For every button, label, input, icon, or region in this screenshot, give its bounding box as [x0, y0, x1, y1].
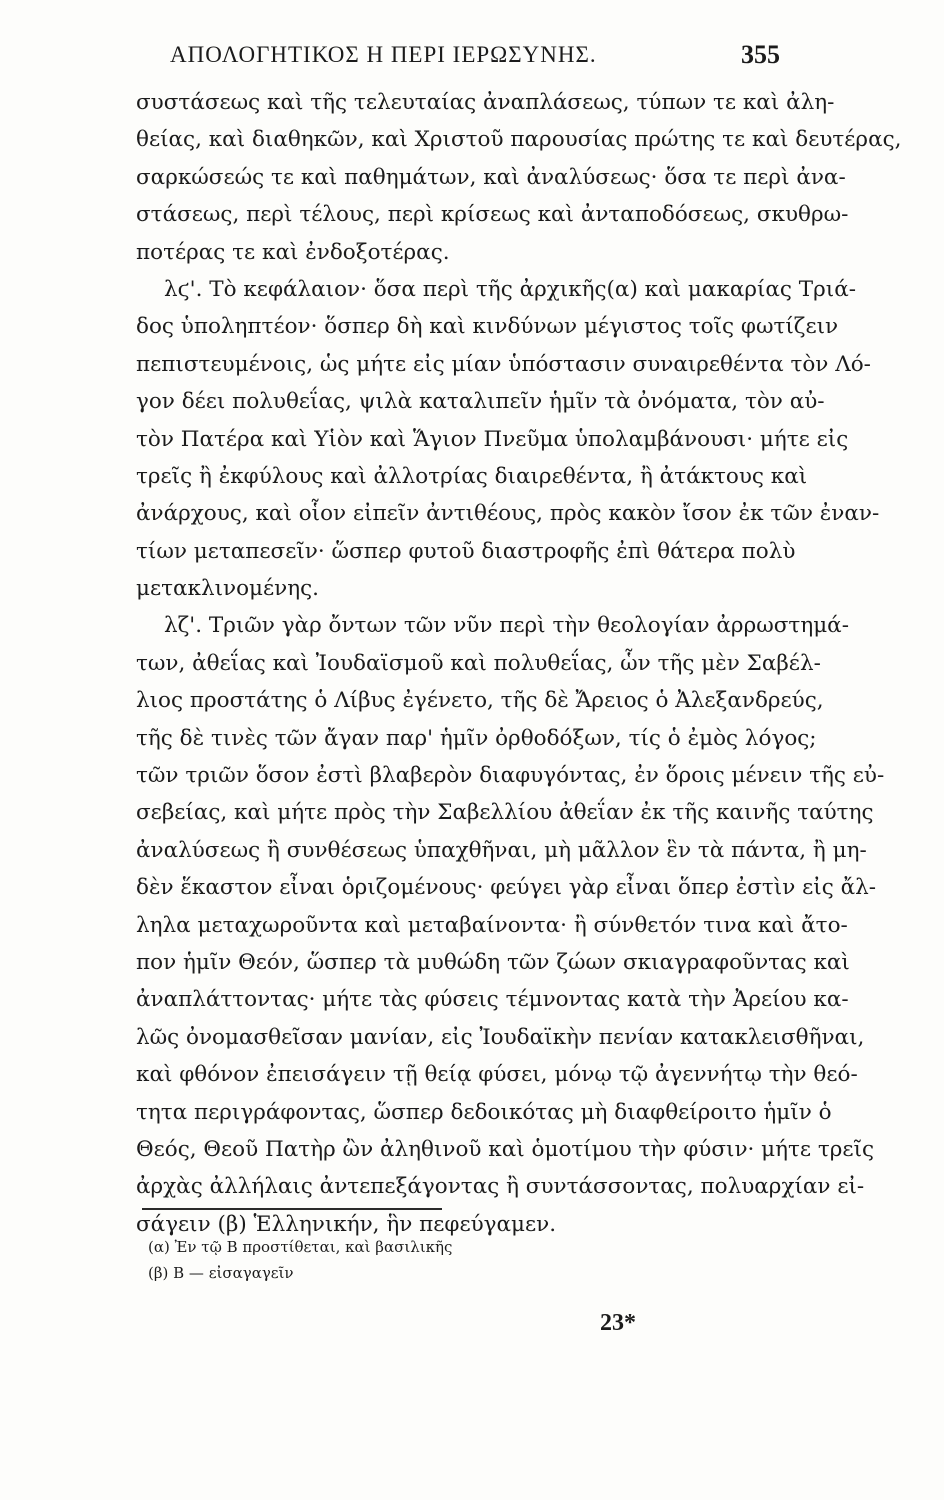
text-line: τῶν τριῶν ὅσον ἐστὶ βλαβερὸν διαφυγόντας, ἐν ὅροις μένειν τῆς εὐ- — [136, 763, 885, 789]
text-line: σεβείας, καὶ μήτε πρὸς τὴν Σαβελλίου ἀθεΐαν ἐκ τῆς καινῆς ταύτης — [136, 800, 874, 826]
text-line: ἀναλύσεως ἢ συνθέσεως ὑπαχθῆναι, μὴ μᾶλλον ἓν τὰ πάντα, ἢ μη- — [136, 837, 867, 863]
footnotes — [148, 1234, 568, 1286]
text-line: γον δέει πολυθεΐας, ψιλὰ καταλιπεῖν ἡμῖν τὰ ὀνόματα, τὸν αὐ- — [136, 389, 825, 415]
page-header — [150, 42, 780, 82]
signature-mark: 23* — [600, 1310, 636, 1336]
text-line: Θεός, Θεοῦ Πατὴρ ὢν ἀληθινοῦ καὶ ὁμοτίμου τὴν φύσιν· μήτε τρεῖς — [136, 1136, 875, 1162]
footnote-rule — [142, 1208, 442, 1210]
text-line: καὶ φθόνον ἐπεισάγειν τῇ θείᾳ φύσει, μόνῳ τῷ ἀγεννήτῳ τὴν θεό- — [136, 1062, 858, 1088]
text-line: τίων μεταπεσεῖν· ὥσπερ φυτοῦ διαστροφῆς ἐπὶ θάτερα πολὺ — [136, 538, 796, 564]
text-line: σαρκώσεώς τε καὶ παθημάτων, καὶ ἀναλύσεως· ὅσα τε περὶ ἀνα- — [136, 164, 846, 190]
running-title: ΑΠΟΛΟΓΗΤΙΚΟΣ Η ΠΕΡΙ ΙΕΡΩΣΥΝΗΣ. — [170, 42, 597, 67]
text-line: στάσεως, περὶ τέλους, περὶ κρίσεως καὶ ἀνταποδόσεως, σκυθρω- — [136, 202, 849, 228]
text-line: πον ἡμῖν Θεόν, ὥσπερ τὰ μυθώδη τῶν ζώων σκιαγραφοῦντας καὶ — [136, 949, 850, 975]
text-line: συστάσεως καὶ τῆς τελευταίας ἀναπλάσεως, τύπων τε καὶ ἀλη- — [136, 90, 835, 115]
text-line: δὲν ἕκαστον εἶναι ὁριζομένους· φεύγει γὰρ εἶναι ὅπερ ἐστὶν εἰς ἄλ- — [136, 875, 876, 901]
text-line: ἀνάρχους, καὶ οἷον εἰπεῖν ἀντιθέους, πρὸς κακὸν ἴσον ἐκ τῶν ἐναν- — [136, 501, 880, 527]
text-line: λιος προστάτης ὁ Λίβυς ἐγένετο, τῆς δὲ Ἄρειος ὁ Ἀλεξανδρεύς, — [136, 688, 824, 714]
text-line: τὸν Πατέρα καὶ Υἱὸν καὶ Ἅγιον Πνεῦμα ὑπολαμβάνουσι· μήτε εἰς — [136, 426, 849, 452]
text-line: θείας, καὶ διαθηκῶν, καὶ Χριστοῦ παρουσίας πρώτης τε καὶ δευτέρας, — [136, 127, 902, 153]
text-line: ἀρχὰς ἀλλήλαις ἀντεπεξάγοντας ἢ συντάσσοντας, πολυαρχίαν εἰ- — [136, 1174, 865, 1200]
text-line: τητα περιγράφοντας, ὥσπερ δεδοικότας μὴ διαφθείροιτο ἡμῖν ὁ — [136, 1099, 832, 1125]
text-line: τρεῖς ἢ ἐκφύλους καὶ ἀλλοτρίας διαιρεθέντα, ἢ ἀτάκτους καὶ — [136, 463, 808, 489]
body-text — [136, 84, 902, 1243]
section-start-line: λζ'. Τριῶν γὰρ ὄντων τῶν νῦν περὶ τὴν θεολογίαν ἀρρωστημά- — [164, 613, 849, 639]
text-line: λῶς ὀνομασθεῖσαν μανίαν, εἰς Ἰουδαϊκὴν πενίαν κατακλεισθῆναι, — [136, 1024, 865, 1050]
text-line: τῆς δὲ τινὲς τῶν ἄγαν παρ' ἡμῖν ὀρθοδόξων, τίς ὁ ἐμὸς λόγος; — [136, 725, 817, 751]
text-line: πεπιστευμένοις, ὡς μήτε εἰς μίαν ὑπόστασιν συναιρεθέντα τὸν Λό- — [136, 351, 871, 377]
text-line: των, ἀθεΐας καὶ Ἰουδαϊσμοῦ καὶ πολυθεΐας, ὧν τῆς μὲν Σαβέλ- — [136, 650, 821, 676]
text-line: ἀναπλάττοντας· μήτε τὰς φύσεις τέμνοντας κατὰ τὴν Ἀρείου κα- — [136, 987, 849, 1013]
text-line: δος ὑποληπτέον· ὅσπερ δὴ καὶ κινδύνων μέγιστος τοῖς φωτίζειν — [136, 314, 839, 340]
text-line: σάγειν (β) Ἑλληνικήν, ἣν πεφεύγαμεν. — [136, 1211, 557, 1237]
text-line: μετακλινομένης. — [136, 576, 319, 602]
footnote-b: (β) Β — εἰσαγαγεῖν — [148, 1264, 294, 1282]
page-number: 355 — [741, 40, 780, 69]
footnote-a: (α) Ἐν τῷ Β προστίθεται, καὶ βασιλικῆς — [148, 1238, 453, 1256]
section-start-line: λϛ'. Τὸ κεφάλαιον· ὅσα περὶ τῆς ἀρχικῆς(α) καὶ μακαρίας Τριά- — [164, 276, 856, 302]
text-line: ποτέρας τε καὶ ἐνδοξοτέρας. — [136, 239, 450, 265]
text-line: ληλα μεταχωροῦντα καὶ μεταβαίνοντα· ἢ σύνθετόν τινα καὶ ἄτο- — [136, 912, 848, 938]
